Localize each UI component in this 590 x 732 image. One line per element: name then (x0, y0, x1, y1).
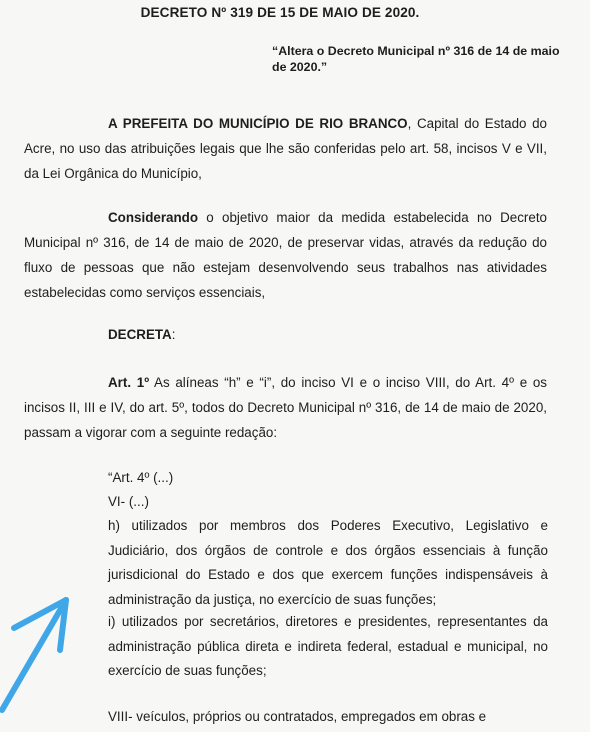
quoted-alinea-i: i) utilizados por secretários, diretores e presidentes, representantes da administração pública direta e indireta federal, estadual e municipal, no exercício de suas funções; (108, 614, 548, 678)
decreta-heading (108, 327, 175, 342)
considerando-paragraph (24, 205, 547, 305)
decree-ementa: “Altera o Decreto Municipal nº 316 de 14 de maio de 2020.” (272, 44, 560, 74)
quoted-art-4: “Art. 4º (...) (108, 470, 174, 485)
blue-arrow-icon (0, 580, 90, 732)
preamble-authority: A PREFEITA DO MUNICÍPIO DE RIO BRANCO (108, 116, 408, 131)
article-1-paragraph (24, 370, 547, 445)
preamble-paragraph (24, 111, 547, 186)
quoted-inciso-vi: VI- (...) (108, 494, 149, 509)
article-1-label: Art. 1º (108, 375, 150, 390)
quoted-alinea-h: h) utilizados por membros dos Poderes Executivo, Legislativo e Judiciário, dos órgãos de controle e dos órgãos essenciais à função jurisdicional do Estado e dos que exercem funções indispensáveis à administração da justiça, no exercício de suas funções; (108, 518, 548, 607)
quoted-inciso-viii: VIII- veículos, próprios ou contratados, empregados em obras e (108, 709, 487, 724)
decree-title: DECRETO Nº 319 DE 15 DE MAIO DE 2020. (140, 5, 420, 20)
decreta-colon: : (171, 327, 176, 342)
considerando-text: o objetivo maior da medida estabelecida no Decreto Municipal nº 316, de 14 de maio de 2020, de preservar vidas, através da redução do fluxo de pessoas que não estejam desenvolvendo seus trabalhos nas atividades estabelecidas como serviços essenciais, (24, 210, 547, 300)
decreta-label: DECRETA (108, 327, 172, 342)
considerando-label: Considerando (108, 210, 199, 225)
article-1-text: As alíneas “h” e “i”, do inciso VI e o inciso VIII, do Art. 4º e os incisos II, III e IV, do art. 5º, todos do Decreto Municipal nº 316, de 14 de maio de 2020, passam a vigorar com a seguinte redação: (24, 375, 547, 440)
preamble-text: , Capital do Estado do Acre, no uso das atribuições legais que lhe são conferidas pelo art. 58, incisos V e VII, da Lei Orgânica do Município, (24, 116, 548, 181)
